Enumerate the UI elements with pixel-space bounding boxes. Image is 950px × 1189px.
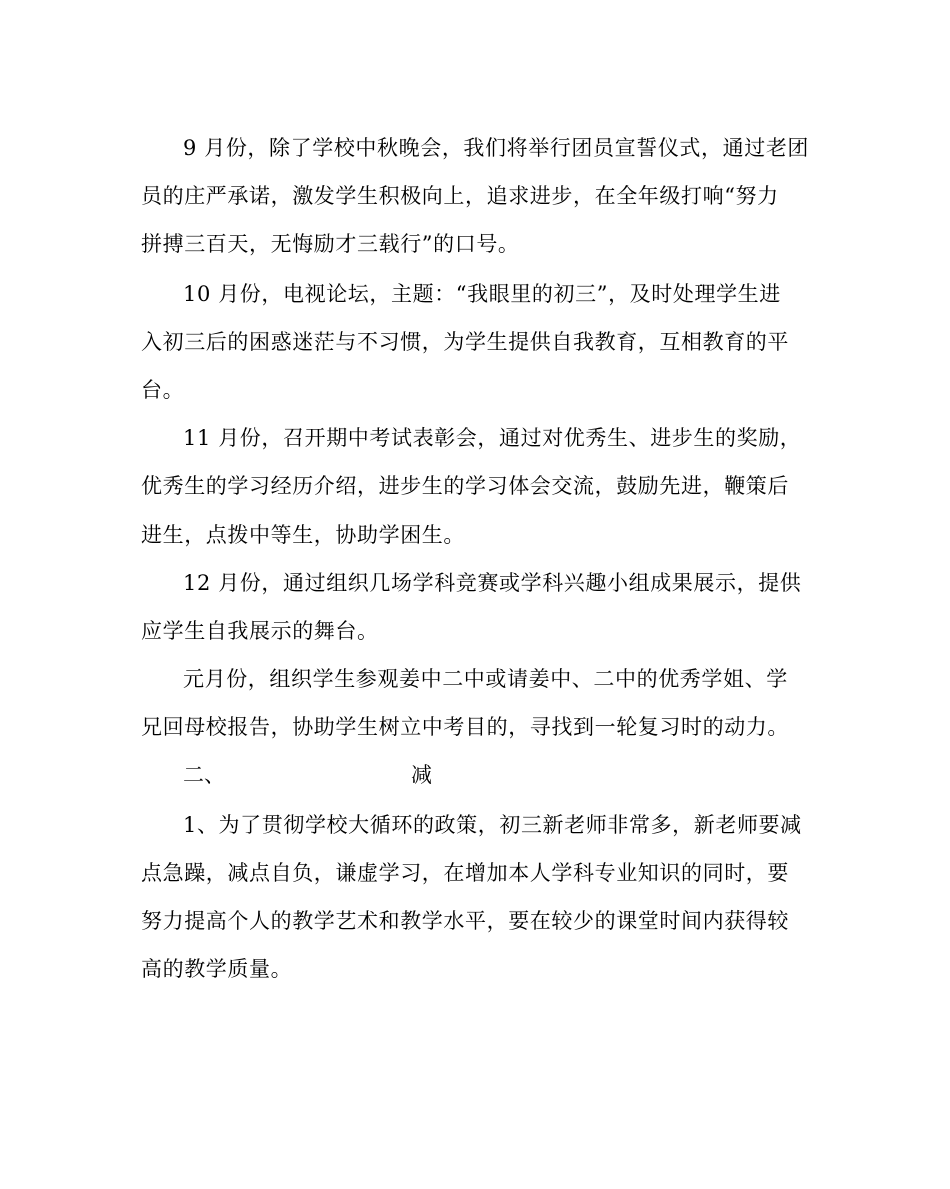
paragraph-december-line-2: 应学生自我展示的舞台。	[141, 619, 379, 643]
paragraph-september-line-2: 员的庄严承诺，激发学生积极向上，追求进步，在全年级打响“努力	[141, 184, 779, 208]
paragraph-november-line-1: 11 月份，召开期中考试表彰会，通过对优秀生、进步生的奖励，	[183, 426, 802, 450]
paragraph-october-line-2: 入初三后的困惑迷茫与不习惯，为学生提供自我教育，互相教育的平	[141, 330, 789, 354]
paragraph-january-line-1: 元月份，组织学生参观姜中二中或请姜中、二中的优秀学姐、学	[183, 667, 788, 691]
paragraph-item-1-line-3: 努力提高个人的教学艺术和教学水平，要在较少的课堂时间内获得较	[141, 909, 789, 933]
paragraph-october-line-1: 10 月份，电视论坛，主题：“我眼里的初三”，及时处理学生进	[183, 282, 781, 306]
paragraph-september-line-3: 拼搏三百天，无悔励才三载行”的口号。	[141, 232, 520, 256]
paragraph-september-line-1: 9 月份，除了学校中秋晚会，我们将举行团员宣誓仪式，通过老团	[183, 136, 810, 160]
paragraph-item-1-line-1: 1、为了贯彻学校大循环的政策，初三新老师非常多，新老师要减	[183, 813, 802, 837]
paragraph-october-line-3: 台。	[141, 378, 185, 402]
paragraph-january-line-2: 兄回母校报告，协助学生树立中考目的，寻找到一轮复习时的动力。	[141, 715, 789, 739]
paragraph-december-line-1: 12 月份，通过组织几场学科竞赛或学科兴趣小组成果展示，提供	[183, 571, 802, 595]
paragraph-november-line-2: 优秀生的学习经历介绍，进步生的学习体会交流，鼓励先进，鞭策后	[141, 474, 789, 498]
section-heading-number: 二、	[183, 763, 225, 787]
paragraph-november-line-3: 进生，点拨中等生，协助学困生。	[141, 523, 465, 547]
paragraph-item-1-line-2: 点急躁，减点自负，谦虚学习，在增加本人学科专业知识的同时，要	[141, 861, 789, 885]
paragraph-item-1-line-4: 高的教学质量。	[141, 957, 293, 981]
section-heading-title: 减	[411, 763, 432, 787]
